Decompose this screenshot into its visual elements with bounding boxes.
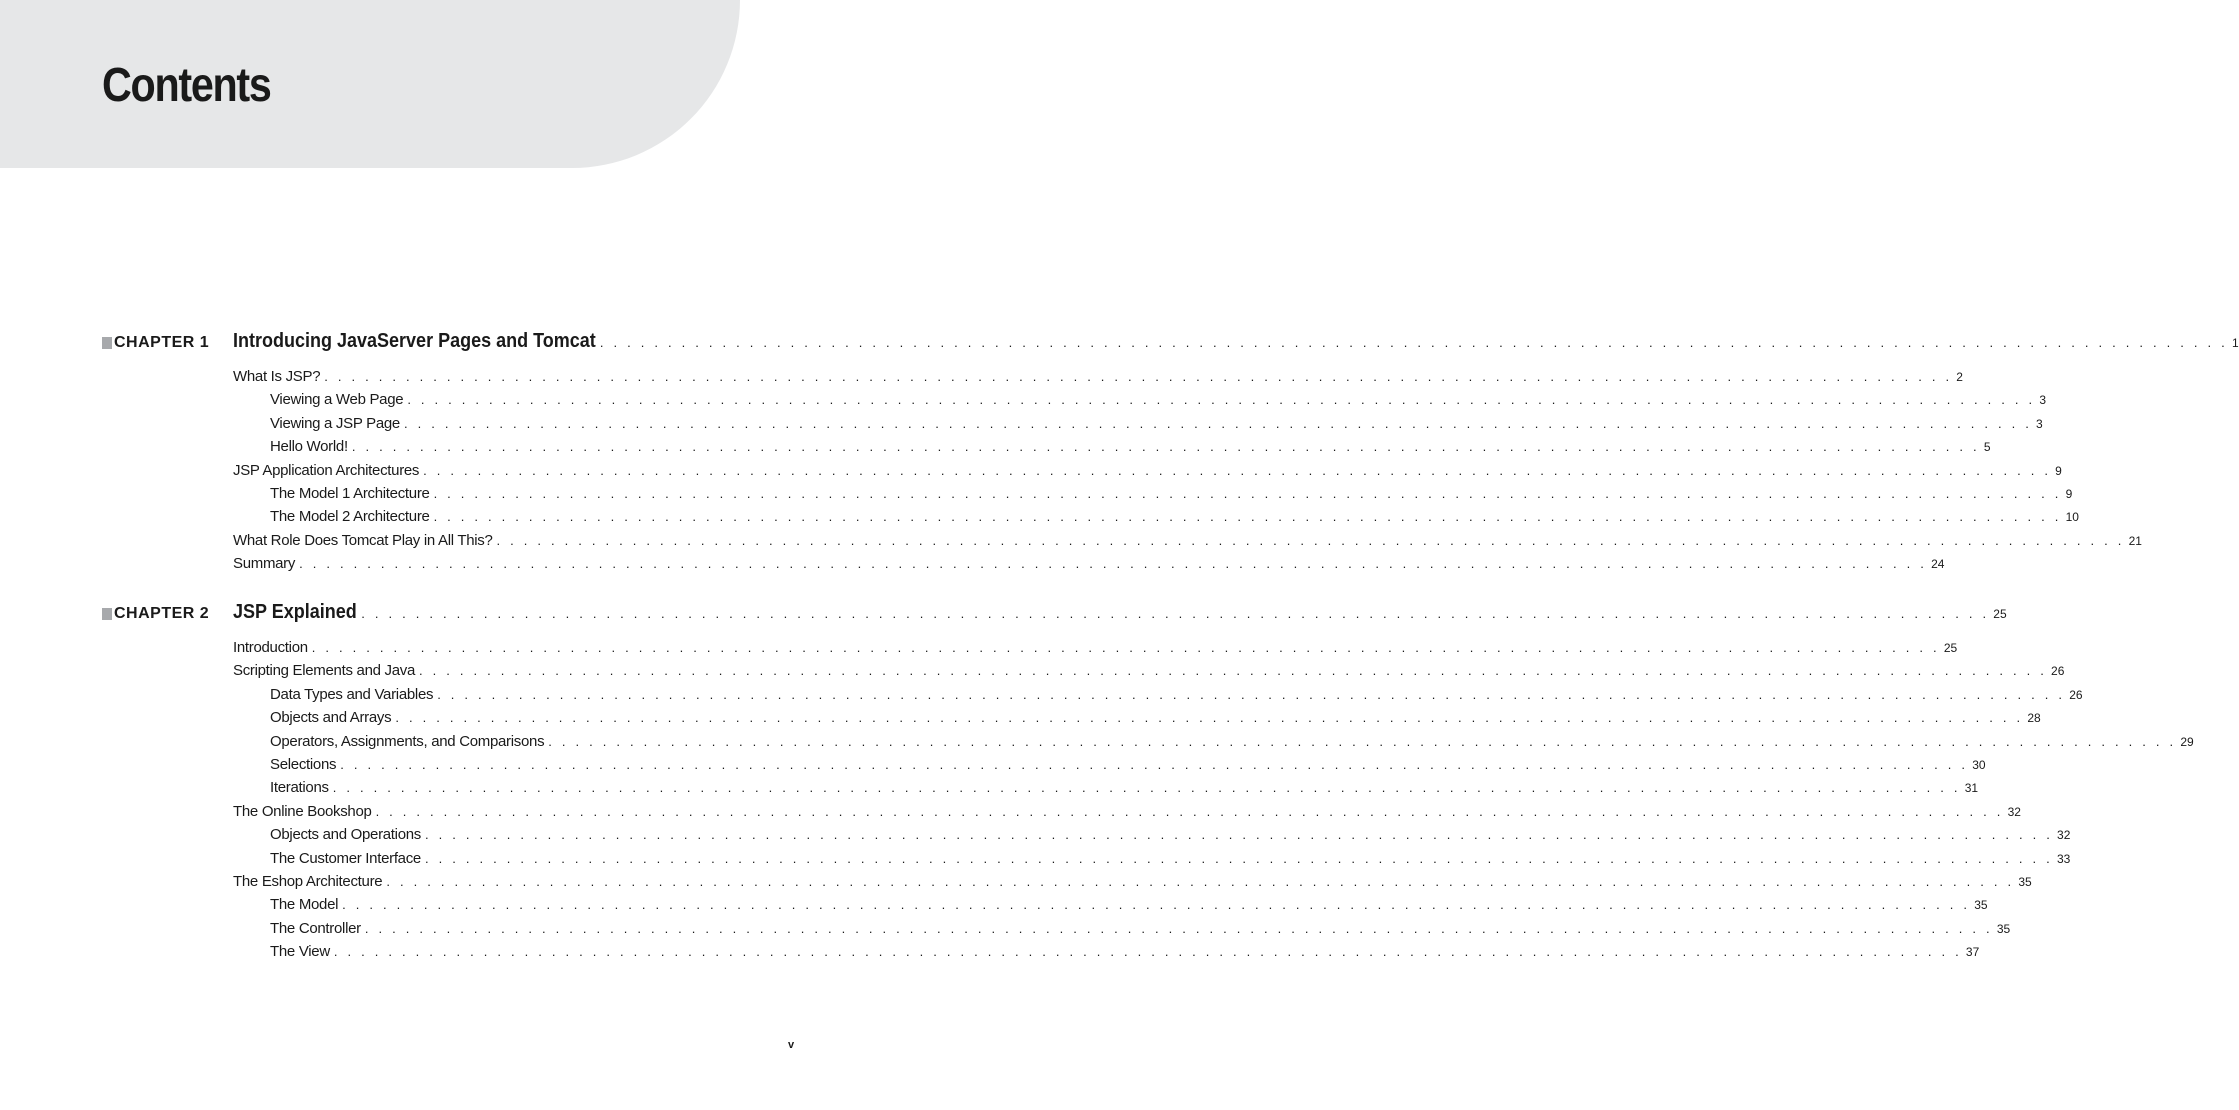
page-number: 26 — [2069, 687, 2083, 702]
toc-entry[interactable] — [270, 391, 2047, 411]
toc-entry[interactable] — [270, 709, 2041, 729]
chapter-label-text: CHAPTER 1 — [114, 334, 210, 351]
page-number: 37 — [1965, 945, 1980, 960]
toc-entry-title: What Is JSP? — [233, 368, 321, 385]
toc-entry-title: The View — [270, 943, 330, 961]
toc-entry[interactable] — [233, 639, 1958, 659]
toc-entry[interactable] — [233, 368, 1963, 388]
dot-leader: . . . . . . . . . . . . . . . . . . . . . . . . . . . . . . . . . . . . . . . . . . . . . . . . . . . . . . . . . . . . . . . . . . . . . . . . . . . . . . . . . . . . . . . . . . . . . . . . . . . . . . . . . . . . . . . . . . . . . . . . — [433, 509, 2062, 525]
dot-leader: . . . . . . . . . . . . . . . . . . . . . . . . . . . . . . . . . . . . . . . . . . . . . . . . . . . . . . . . . . . . . . . . . . . . . . . . . . . . . . . . . . . . . . . . . . . . . . . . . . . . . . . . . . . . . . . . . . . . . . . . — [324, 369, 1953, 384]
dot-leader: . . . . . . . . . . . . . . . . . . . . . . . . . . . . . . . . . . . . . . . . . . . . . . . . . . . . . . . . . . . . . . . . . . . . . . . . . . . . . . . . . . . . . . . . . . . . . . . . . . . . . . . . . . . . . . . . . . . . . . . . — [419, 663, 2048, 679]
page-number: 25 — [1993, 607, 2007, 621]
toc-entry-title: The Model 1 Architecture — [270, 485, 430, 502]
toc-entry-title: Operators, Assignments, and Comparisons — [270, 732, 545, 750]
page-number: 28 — [2027, 711, 2041, 726]
page-number: 33 — [2057, 851, 2071, 866]
toc-entry[interactable] — [270, 438, 1991, 458]
toc-entry[interactable] — [233, 873, 2032, 893]
chapter-label-text: CHAPTER 2 — [114, 605, 210, 622]
chapter-marker-icon — [102, 337, 112, 349]
toc-entry-title: Hello World! — [270, 438, 348, 456]
dot-leader: . . . . . . . . . . . . . . . . . . . . . . . . . . . . . . . . . . . . . . . . . . . . . . . . . . . . . . . . . . . . . . . . . . . . . . . . . . . . . . . . . . . . . . . . . . . . . . . . . . . . . . . . . . . . . . . . . . . . . . . . — [351, 439, 1980, 455]
dot-leader: . . . . . . . . . . . . . . . . . . . . . . . . . . . . . . . . . . . . . . . . . . . . . . . . . . . . . . . . . . . . . . . . . . . . . . . . . . . . . . . . . . . . . . . . . . . . . . . . . . . . . . . . . . . . . . . . . . . . . . . . — [433, 486, 2062, 501]
dot-leader: . . . . . . . . . . . . . . . . . . . . . . . . . . . . . . . . . . . . . . . . . . . . . . . . . . . . . . . . . . . . . . . . . . . . . . . . . . . . . . . . . . . . . . . . . . . . . . . . . . . . . . . . . . . . . . . . . . . . . . . . — [364, 920, 1993, 936]
toc-entry-title: JSP Application Architectures — [233, 461, 420, 479]
toc-entry[interactable] — [270, 685, 2083, 706]
toc-entry-title: Summary — [233, 555, 296, 573]
dot-leader: . . . . . . . . . . . . . . . . . . . . . . . . . . . . . . . . . . . . . . . . . . . . . . . . . . . . . . . . . . . . . . . . . . . . . . . . . . . . . . . . . . . . . . . . . . . . . . . . . . . . . . . . . . . . . . . . . . . . . . . . — [599, 335, 2228, 350]
page-number: 31 — [1964, 781, 1979, 796]
toc-entry[interactable] — [233, 555, 1945, 575]
chapter-label — [102, 604, 209, 624]
page-number: 3 — [2036, 416, 2043, 431]
toc-entry[interactable] — [233, 531, 2142, 552]
page-number: 9 — [2065, 487, 2073, 501]
toc-entry-title: Viewing a JSP Page — [270, 414, 400, 432]
toc-entry-title: Iterations — [270, 779, 329, 797]
page-number: 5 — [1983, 440, 1991, 455]
toc-entry[interactable] — [270, 779, 1979, 799]
page-number: 24 — [1931, 557, 1945, 572]
chapter-title: Introducing JavaServer Pages and Tomcat — [233, 330, 596, 352]
dot-leader: . . . . . . . . . . . . . . . . . . . . . . . . . . . . . . . . . . . . . . . . . . . . . . . . . . . . . . . . . . . . . . . . . . . . . . . . . . . . . . . . . . . . . . . . . . . . . . . . . . . . . . . . . . . . . . . . . . . . . . . . — [340, 757, 1969, 772]
chapter-title-row[interactable] — [233, 601, 2007, 623]
dot-leader: . . . . . . . . . . . . . . . . . . . . . . . . . . . . . . . . . . . . . . . . . . . . . . . . . . . . . . . . . . . . . . . . . . . . . . . . . . . . . . . . . . . . . . . . . . . . . . . . . . . . . . . . . . . . . . . . . . . . . . . . — [333, 944, 1962, 960]
toc-entry-title: Objects and Operations — [270, 826, 421, 844]
toc-entry[interactable] — [270, 943, 1980, 963]
page-number: 32 — [2057, 828, 2071, 843]
dot-leader: . . . . . . . . . . . . . . . . . . . . . . . . . . . . . . . . . . . . . . . . . . . . . . . . . . . . . . . . . . . . . . . . . . . . . . . . . . . . . . . . . . . . . . . . . . . . . . . . . . . . . . . . . . . . . . . . . . . . . . . . — [403, 415, 2033, 431]
toc-entry-title: Viewing a Web Page — [270, 391, 404, 409]
toc-entry-title: What Role Does Tomcat Play in All This? — [233, 531, 493, 549]
toc-entry[interactable] — [270, 849, 2071, 870]
toc-entry-title: Introduction — [233, 639, 308, 656]
toc-entry-title: The Model — [270, 896, 339, 914]
dot-leader: . . . . . . . . . . . . . . . . . . . . . . . . . . . . . . . . . . . . . . . . . . . . . . . . . . . . . . . . . . . . . . . . . . . . . . . . . . . . . . . . . . . . . . . . . . . . . . . . . . . . . . . . . . . . . . . . . . . . . . . . — [496, 532, 2125, 548]
page-number: 21 — [2128, 533, 2142, 548]
toc-entry-title: The Online Bookshop — [233, 802, 372, 820]
dot-leader: . . . . . . . . . . . . . . . . . . . . . . . . . . . . . . . . . . . . . . . . . . . . . . . . . . . . . . . . . . . . . . . . . . . . . . . . . . . . . . . . . . . . . . . . . . . . . . . . . . . . . . . . . . . . . . . . . . . . . . . . — [395, 710, 2024, 726]
chapter-title-row[interactable] — [233, 330, 2239, 352]
dot-leader: . . . . . . . . . . . . . . . . . . . . . . . . . . . . . . . . . . . . . . . . . . . . . . . . . . . . . . . . . . . . . . . . . . . . . . . . . . . . . . . . . . . . . . . . . . . . . . . . . . . . . . . . . . . . . . . . . . . . . . . . — [375, 803, 2004, 819]
toc-entry-title: Objects and Arrays — [270, 709, 392, 727]
page-number: 35 — [1996, 921, 2011, 936]
toc-entry-title: The Model 2 Architecture — [270, 508, 430, 526]
dot-leader: . . . . . . . . . . . . . . . . . . . . . . . . . . . . . . . . . . . . . . . . . . . . . . . . . . . . . . . . . . . . . . . . . . . . . . . . . . . . . . . . . . . . . . . . . . . . . . . . . . . . . . . . . . . . . . . . . . . . . . . . — [361, 606, 1990, 621]
page-number: 29 — [2180, 734, 2194, 749]
chapter-label — [102, 333, 209, 353]
dot-leader: . . . . . . . . . . . . . . . . . . . . . . . . . . . . . . . . . . . . . . . . . . . . . . . . . . . . . . . . . . . . . . . . . . . . . . . . . . . . . . . . . . . . . . . . . . . . . . . . . . . . . . . . . . . . . . . . . . . . . . . . — [425, 827, 2054, 843]
dot-leader: . . . . . . . . . . . . . . . . . . . . . . . . . . . . . . . . . . . . . . . . . . . . . . . . . . . . . . . . . . . . . . . . . . . . . . . . . . . . . . . . . . . . . . . . . . . . . . . . . . . . . . . . . . . . . . . . . . . . . . . . — [423, 462, 2052, 478]
page-number: 30 — [1972, 758, 1986, 772]
page-folio: v — [788, 1039, 795, 1051]
toc-entry-title: Scripting Elements and Java — [233, 662, 416, 680]
page-number: 9 — [2055, 463, 2062, 478]
dot-leader: . . . . . . . . . . . . . . . . . . . . . . . . . . . . . . . . . . . . . . . . . . . . . . . . . . . . . . . . . . . . . . . . . . . . . . . . . . . . . . . . . . . . . . . . . . . . . . . . . . . . . . . . . . . . . . . . . . . . . . . . — [548, 733, 2177, 749]
page-number: 26 — [2051, 664, 2065, 679]
page-number: 25 — [1943, 641, 1958, 655]
toc-entry[interactable] — [270, 485, 2073, 505]
dot-leader: . . . . . . . . . . . . . . . . . . . . . . . . . . . . . . . . . . . . . . . . . . . . . . . . . . . . . . . . . . . . . . . . . . . . . . . . . . . . . . . . . . . . . . . . . . . . . . . . . . . . . . . . . . . . . . . . . . . . . . . . — [311, 640, 1940, 655]
dot-leader: . . . . . . . . . . . . . . . . . . . . . . . . . . . . . . . . . . . . . . . . . . . . . . . . . . . . . . . . . . . . . . . . . . . . . . . . . . . . . . . . . . . . . . . . . . . . . . . . . . . . . . . . . . . . . . . . . . . . . . . . — [386, 874, 2015, 889]
page-number: 1 — [2231, 336, 2239, 350]
page-number: 35 — [1974, 898, 1988, 913]
page-title: Contents — [102, 59, 271, 112]
page-number: 2 — [1956, 370, 1963, 384]
page-number: 35 — [2018, 875, 2032, 889]
dot-leader: . . . . . . . . . . . . . . . . . . . . . . . . . . . . . . . . . . . . . . . . . . . . . . . . . . . . . . . . . . . . . . . . . . . . . . . . . . . . . . . . . . . . . . . . . . . . . . . . . . . . . . . . . . . . . . . . . . . . . . . . — [437, 686, 2066, 702]
toc-entry[interactable] — [270, 919, 2011, 940]
toc-entry-title: The Customer Interface — [270, 849, 421, 867]
page-number: 10 — [2065, 510, 2079, 525]
dot-leader: . . . . . . . . . . . . . . . . . . . . . . . . . . . . . . . . . . . . . . . . . . . . . . . . . . . . . . . . . . . . . . . . . . . . . . . . . . . . . . . . . . . . . . . . . . . . . . . . . . . . . . . . . . . . . . . . . . . . . . . . — [424, 850, 2053, 866]
toc-entry[interactable] — [270, 414, 2043, 435]
toc-entry[interactable] — [270, 896, 1988, 916]
chapter-title: JSP Explained — [233, 601, 357, 623]
toc-entry[interactable] — [270, 756, 1986, 776]
toc-entry[interactable] — [270, 826, 2071, 846]
toc-entry[interactable] — [233, 662, 2065, 682]
dot-leader: . . . . . . . . . . . . . . . . . . . . . . . . . . . . . . . . . . . . . . . . . . . . . . . . . . . . . . . . . . . . . . . . . . . . . . . . . . . . . . . . . . . . . . . . . . . . . . . . . . . . . . . . . . . . . . . . . . . . . . . . — [342, 897, 1971, 913]
toc-entry-title: Data Types and Variables — [270, 685, 434, 703]
toc-entry[interactable] — [233, 802, 2021, 823]
page-number: 32 — [2007, 804, 2021, 819]
toc-entry[interactable] — [233, 461, 2062, 482]
dot-leader: . . . . . . . . . . . . . . . . . . . . . . . . . . . . . . . . . . . . . . . . . . . . . . . . . . . . . . . . . . . . . . . . . . . . . . . . . . . . . . . . . . . . . . . . . . . . . . . . . . . . . . . . . . . . . . . . . . . . . . . . — [407, 392, 2036, 408]
toc-entry-title: Selections — [270, 756, 337, 773]
dot-leader: . . . . . . . . . . . . . . . . . . . . . . . . . . . . . . . . . . . . . . . . . . . . . . . . . . . . . . . . . . . . . . . . . . . . . . . . . . . . . . . . . . . . . . . . . . . . . . . . . . . . . . . . . . . . . . . . . . . . . . . . — [332, 780, 1961, 796]
dot-leader: . . . . . . . . . . . . . . . . . . . . . . . . . . . . . . . . . . . . . . . . . . . . . . . . . . . . . . . . . . . . . . . . . . . . . . . . . . . . . . . . . . . . . . . . . . . . . . . . . . . . . . . . . . . . . . . . . . . . . . . . — [299, 556, 1928, 572]
page-number: 3 — [2039, 393, 2047, 408]
toc-entry[interactable] — [270, 732, 2194, 753]
toc-entry-title: The Controller — [270, 919, 361, 937]
toc-entry-title: The Eshop Architecture — [233, 873, 383, 890]
chapter-marker-icon — [102, 608, 112, 620]
toc-entry[interactable] — [270, 508, 2079, 528]
